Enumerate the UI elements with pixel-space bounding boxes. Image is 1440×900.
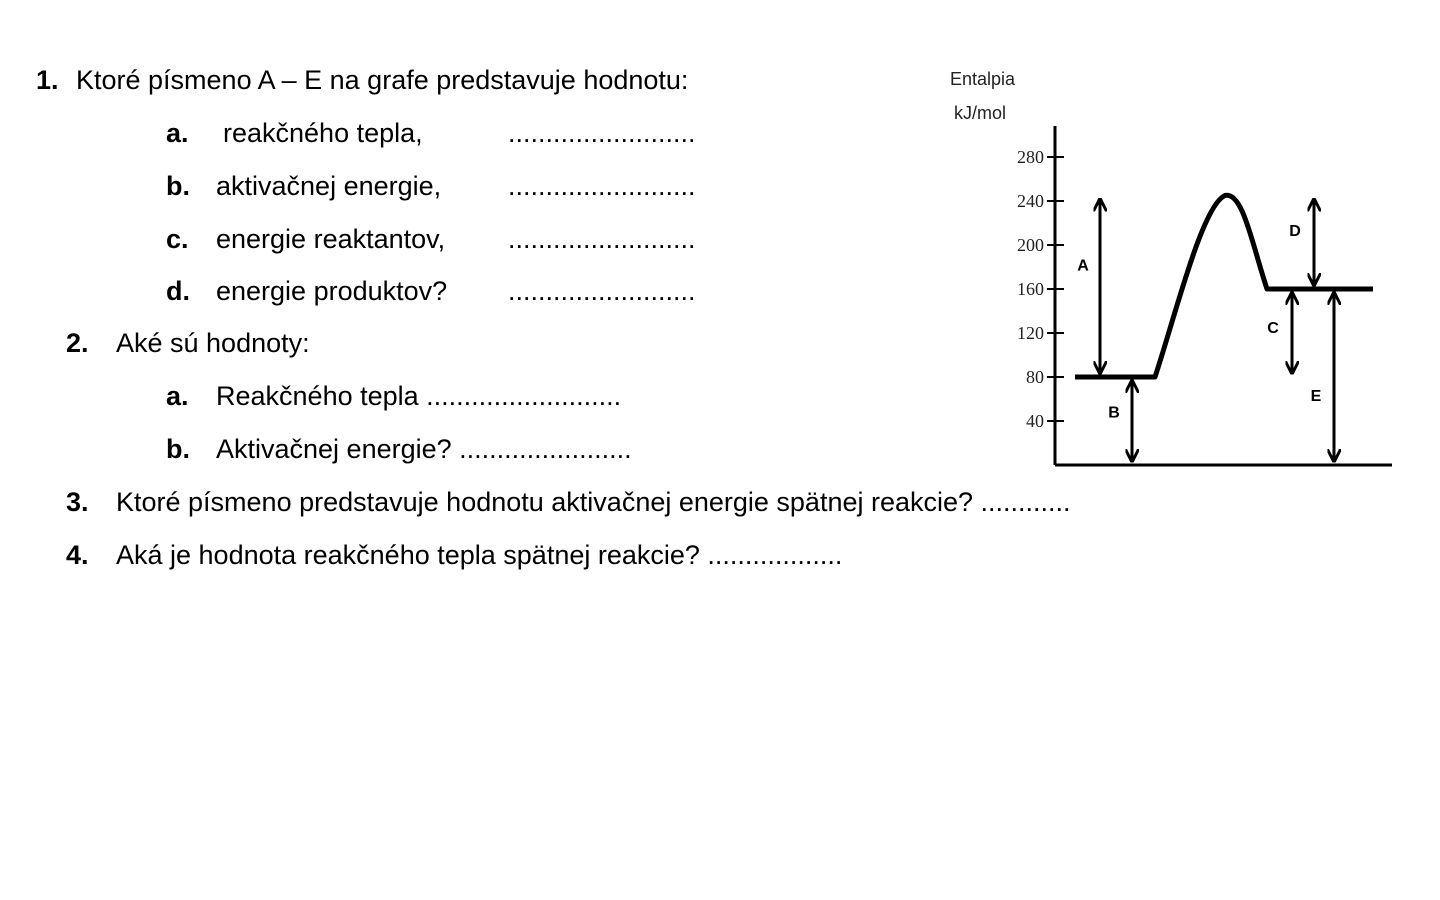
y-tick-label: 80 [1026, 367, 1044, 387]
arrow-label-c: C [1267, 320, 1279, 337]
question-1-text: Ktoré písmeno A – E na grafe predstavuje hodnotu: [76, 65, 689, 95]
question-2a-text: Reakčného tepla .......................... [216, 381, 622, 411]
question-4-number: 4. [66, 540, 89, 570]
energy-curve [1075, 195, 1373, 377]
y-tick-label: 200 [1017, 235, 1044, 255]
arrow-label-b: B [1108, 404, 1120, 422]
question-2-text: Aké sú hodnoty: [116, 328, 310, 358]
question-2-number: 2. [66, 328, 89, 358]
question-1a-text: reakčného tepla, [223, 118, 423, 148]
question-3-number: 3. [66, 487, 89, 517]
energy-arrows [1077, 200, 1334, 462]
y-axis-title: Entalpia [950, 69, 1016, 89]
question-4-text: Aká je hodnota reakčného tepla spätnej reakcie? .................. [116, 540, 843, 570]
energy-profile-line [1075, 195, 1373, 377]
answer-blank-1b[interactable]: ......................... [508, 171, 696, 201]
question-1-number: 1. [36, 65, 59, 95]
y-tick-label: 280 [1017, 147, 1044, 167]
answer-blank-1d[interactable]: ......................... [508, 276, 696, 306]
question-3-text: Ktoré písmeno predstavuje hodnotu aktivačnej energie spätnej reakcie? ............ [116, 487, 1071, 517]
question-1b-text: aktivačnej energie, [216, 171, 442, 201]
question-1a-label: a. [166, 118, 189, 148]
chart-axes [1055, 126, 1392, 465]
y-ticks [1017, 147, 1064, 431]
arrow-label-e: E [1310, 388, 1322, 406]
y-tick-label: 120 [1017, 323, 1044, 343]
question-2a-label: a. [166, 381, 189, 411]
answer-blank-1a[interactable]: ......................... [508, 118, 696, 148]
y-axis-unit: kJ/mol [954, 103, 1007, 123]
answer-blank-1c[interactable]: ......................... [508, 224, 696, 254]
question-2b-label: b. [166, 434, 190, 464]
question-1b-label: b. [166, 171, 190, 201]
arrow-label-a: A [1077, 257, 1089, 275]
y-tick-label: 240 [1017, 191, 1044, 211]
question-1c-label: c. [166, 224, 189, 254]
y-tick-label: 160 [1017, 279, 1044, 299]
question-1d-text: energie produktov? [216, 276, 448, 306]
question-2b-text: Aktivačnej energie? ....................... [216, 434, 632, 464]
arrow-label-d: D [1289, 223, 1301, 241]
y-tick-label: 40 [1026, 411, 1044, 431]
question-1c-text: energie reaktantov, [216, 224, 446, 254]
enthalpy-diagram [940, 60, 1410, 480]
question-1d-label: d. [166, 276, 190, 306]
